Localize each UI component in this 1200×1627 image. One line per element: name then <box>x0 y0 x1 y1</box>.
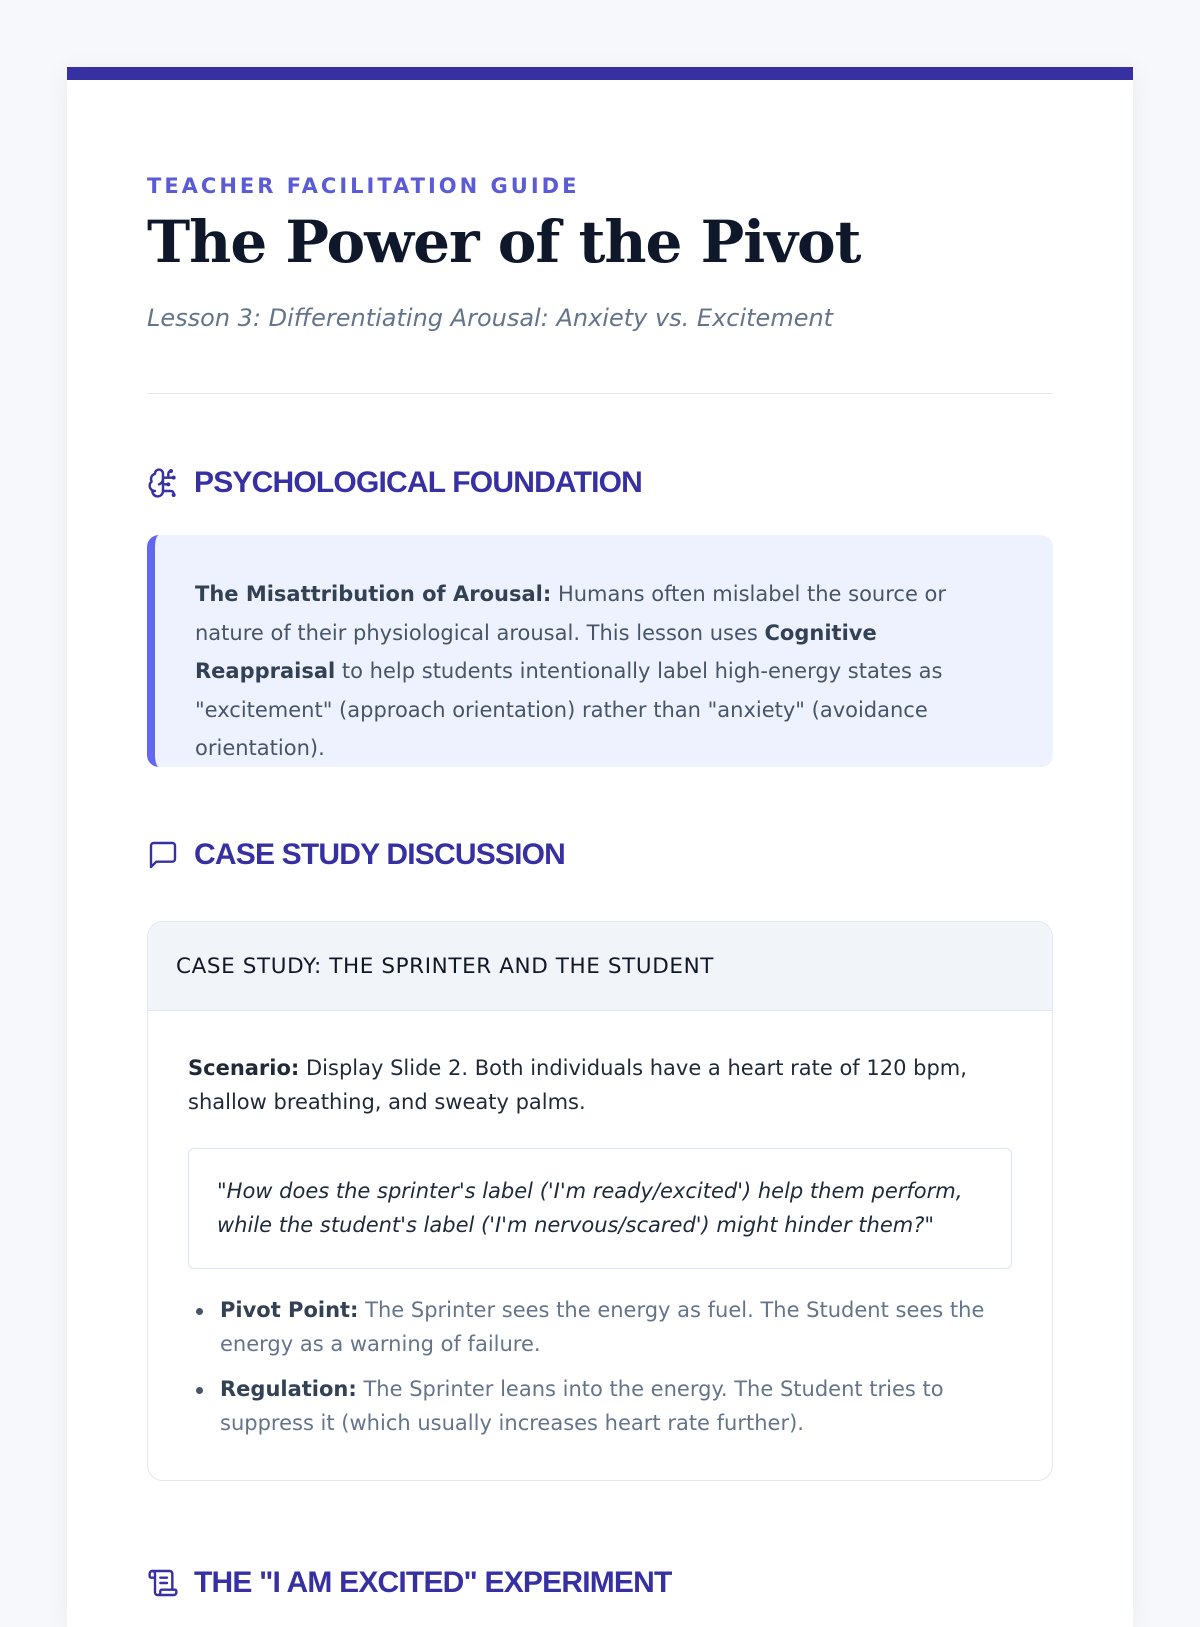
section-heading-foundation <box>147 466 642 500</box>
scenario-text: Display Slide 2. Both individuals have a heart rate of 120 bpm, shallow breathing, and sweaty palms. <box>188 1056 967 1114</box>
point-text: The Sprinter sees the energy as fuel. The Student sees the energy as a warning of failure. <box>220 1298 985 1356</box>
scroll-icon <box>147 1567 179 1599</box>
section-heading-experiment <box>147 1566 672 1600</box>
list-item <box>220 1294 1012 1361</box>
callout-text: to help students intentionally label high-energy states as "excitement" (approach orientation) rather than "anxiety" (avoidance orientation). <box>195 659 943 760</box>
point-label: Regulation: <box>220 1377 357 1401</box>
chat-bubble-icon <box>147 839 179 871</box>
page-title: The Power of the Pivot <box>147 208 861 276</box>
section-title: CASE STUDY DISCUSSION <box>194 838 566 871</box>
callout-term: The Misattribution of Arousal: <box>195 582 552 606</box>
section-title: THE "I AM EXCITED" EXPERIMENT <box>194 1566 672 1599</box>
point-label: Pivot Point: <box>220 1298 359 1322</box>
foundation-callout <box>147 535 1053 767</box>
callout-text: Humans often mislabel the source or nature of their physiological arousal. This lesson uses <box>195 582 947 645</box>
document-page <box>67 67 1133 1627</box>
case-study-header: CASE STUDY: THE SPRINTER AND THE STUDENT <box>148 922 1052 1011</box>
section-title: PSYCHOLOGICAL FOUNDATION <box>194 466 643 499</box>
case-study-body <box>148 1011 1052 1440</box>
header-divider <box>147 393 1053 394</box>
discussion-prompt: "How does the sprinter's label ('I'm ready/excited') help them perform, while the student's label ('I'm nervous/scared') might hinder them?" <box>188 1148 1012 1269</box>
guide-eyebrow: TEACHER FACILITATION GUIDE <box>147 174 580 198</box>
lesson-subtitle: Lesson 3: Differentiating Arousal: Anxiety vs. Excitement <box>147 304 834 332</box>
callout-emphasis: Cognitive Reappraisal <box>195 620 877 683</box>
scenario-label: Scenario: <box>188 1056 300 1080</box>
section-heading-case-study <box>147 838 565 872</box>
brain-icon <box>147 467 179 499</box>
scenario-paragraph <box>188 1051 1012 1119</box>
list-item <box>220 1373 1012 1440</box>
case-study-card <box>147 921 1053 1481</box>
point-text: The Sprinter leans into the energy. The Student tries to suppress it (which usually increases heart rate further). <box>220 1377 944 1435</box>
discussion-points <box>188 1294 1012 1440</box>
